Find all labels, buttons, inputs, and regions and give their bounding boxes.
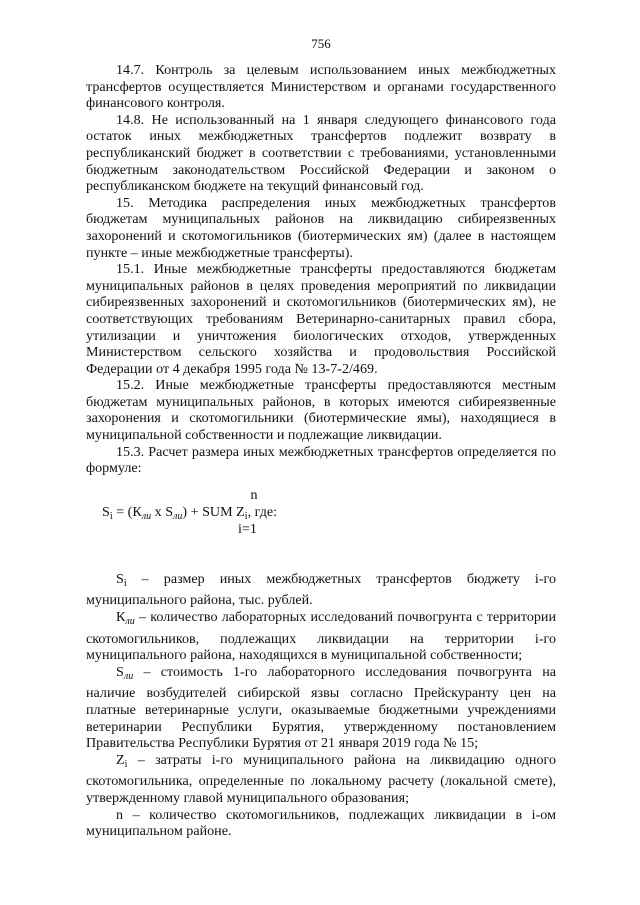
definition-symbol: Z xyxy=(116,751,125,768)
paragraph-15-1: 15.1. Иные межбюджетные трансферты предоставляются бюджетам муниципальных районов в целях проведения мероприятий по ликвидации сибиреязвенных захоронений и скотомогильников (биотермических ям), не соответствующих требованиям Ветеринарно-санитарных правил сбора, утилизации и уничтожения биологических отходов, утвержденных Министерством сельского хозяйства и продовольствия Российской Федерации от 4 декабря 1995 года № 13-7-2/469. xyxy=(86,261,556,377)
definition-symbol-subscript: i xyxy=(124,758,128,770)
definition-text: – стоимость 1-го лабораторного исследования почвогрунта на наличие возбудителей сибирской язвы согласно Прейскуранту цен на платные ветеринарные услуги, оказываемые бюджетными учреждениями ветеринарии Республики Бурятия, утвержденному постановлением Правительства Республики Бурятия от 21 января 2019 года № 15; xyxy=(86,663,556,752)
definition-symbol-subscript: i xyxy=(123,577,127,589)
formula-lhs-sub: i xyxy=(109,510,113,522)
paragraph-15: 15. Методика распределения иных межбюджетных трансфертов бюджетам муниципальных районов на ликвидацию сибиреязвенных захоронений и скотомогильников (биотермических ям) (далее в настоящем пункте – иные межбюджетные трансферты). xyxy=(86,194,556,261)
formula-times: x S xyxy=(151,503,174,520)
definition-text: – количество скотомогильников, подлежащих ликвидации в i-ом муниципальном районе. xyxy=(86,806,556,840)
definition-symbol: S xyxy=(116,663,124,680)
definition-item xyxy=(86,664,556,752)
page-number: 756 xyxy=(311,36,331,51)
definitions-list xyxy=(86,571,556,840)
paragraph-15-2: 15.2. Иные межбюджетные трансферты предоставляются местным бюджетам муниципальных районов, в которых имеются сибиреязвенные захоронения и скотомогильники (биотермические ямы), находящиеся в муниципальной собственности и подлежащие ликвидации. xyxy=(86,377,556,444)
formula-z-sub: i xyxy=(244,510,248,522)
definition-symbol-subscript: ли xyxy=(123,670,134,682)
formula xyxy=(86,477,556,555)
definition-item xyxy=(86,752,556,807)
definition-text: – затраты i-го муниципального района на ликвидацию одного скотомогильника, определенные по локальному расчету (локальной смете), утвержденному главой муниципального образования; xyxy=(86,751,556,806)
formula-s-sub: ли xyxy=(173,510,183,522)
formula-sum-lower: i=1 xyxy=(238,520,257,537)
formula-k-sub: ли xyxy=(141,510,152,522)
definition-text: – количество лабораторных исследований почвогрунта с территории скотомогильников, подлежащих ликвидации на территории i-го муниципального района, находящихся в муниципальной собственности; xyxy=(86,609,556,664)
formula-sum-upper: n xyxy=(250,486,258,503)
paragraph-14-8: 14.8. Не использованный на 1 января следующего финансового года остаток иных межбюджетных трансфертов подлежит возврату в республиканский бюджет в соответствии с требованиями, установленными бюджетным законодательством Российской Федерации и законом о республиканском бюджете на текущий финансовый год. xyxy=(86,111,556,195)
formula-eq: = (К xyxy=(112,503,142,520)
definition-symbol: n xyxy=(116,806,124,823)
definition-symbol-subscript: ли xyxy=(125,616,135,628)
document-body xyxy=(86,62,556,840)
formula-lhs: S xyxy=(102,503,110,520)
definition-item xyxy=(86,609,556,664)
formula-rest: ) + SUM Z xyxy=(182,503,245,520)
paragraph-14-7: 14.7. Контроль за целевым использованием иных межбюджетных трансфертов осуществляется Министерством и органами государственного финансового контроля. xyxy=(86,62,556,112)
formula-tail: , где: xyxy=(247,503,278,520)
definition-item xyxy=(86,571,556,609)
definition-text: – размер иных межбюджетных трансфертов бюджету i-го муниципального района, тыс. рублей. xyxy=(86,570,556,609)
definition-item xyxy=(86,807,556,840)
paragraph-15-3: 15.3. Расчет размера иных межбюджетных трансфертов определяется по формуле: xyxy=(86,443,556,477)
definition-symbol: S xyxy=(116,570,124,587)
definition-symbol: К xyxy=(116,609,126,626)
